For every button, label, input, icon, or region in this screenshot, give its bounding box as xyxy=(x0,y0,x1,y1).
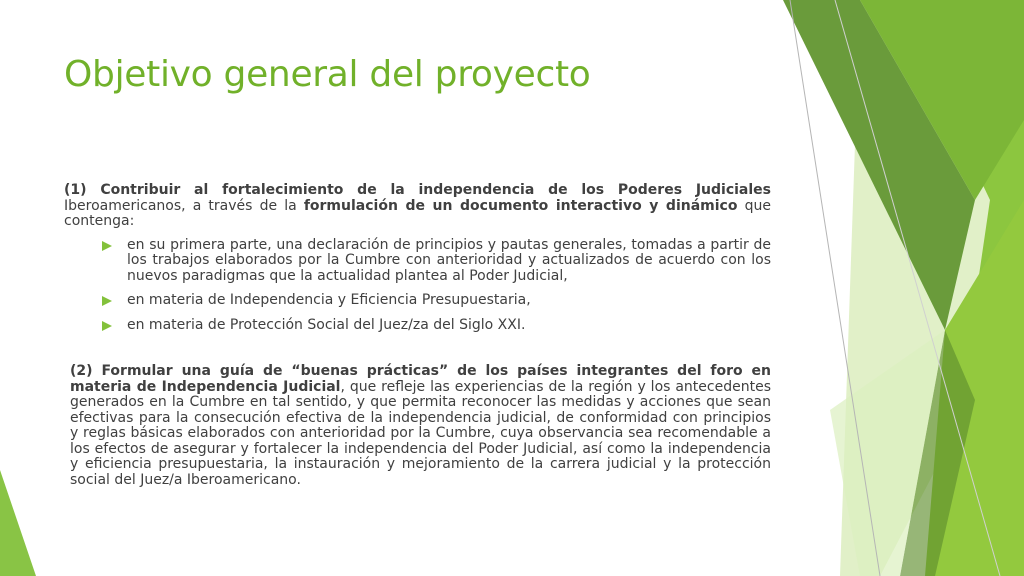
slide-title: Objetivo general del proyecto xyxy=(64,54,591,95)
bullet-arrow-icon xyxy=(102,321,112,331)
paragraph-1-tail: que contenga: xyxy=(64,197,771,229)
bullet-text: en materia de Independencia y Eficiencia Presupuestaria, xyxy=(127,292,531,308)
paragraph-2 xyxy=(70,364,771,488)
list-item xyxy=(102,238,771,285)
list-item xyxy=(102,318,771,334)
bullet-text: en su primera parte, una declaración de principios y pautas generales, tomadas a partir de los trabajos elaborados por la Cumbre con anterioridad y actualizados de acuerdo con los nuevos paradigmas que la actualidad plantea al Poder Judicial, xyxy=(127,236,771,284)
paragraph-1-text: Iberoamericanos, a través de la xyxy=(64,197,304,214)
slide-content xyxy=(64,183,771,488)
paragraph-1-bold-formulacion: formulación de un documento interactivo y dinámico xyxy=(303,197,738,214)
bullet-arrow-icon xyxy=(102,296,112,306)
paragraph-2-bold: (2) Formular una guía de “buenas prácticas” de los países integrantes del foro en materia de Independencia Judicial xyxy=(70,363,771,395)
paragraph-1-bold-intro: (1) Contribuir al fortalecimiento de la independencia de los Poderes Judiciales xyxy=(64,182,771,198)
list-item xyxy=(102,293,771,309)
bullet-text: en materia de Protección Social del Juez/za del Siglo XXI. xyxy=(127,316,526,333)
left-corner-shape xyxy=(0,470,36,576)
paragraph-2-text: , que refleje las experiencias de la región y los antecedentes generados en la Cumbre en tal sentido, y que permita reconocer las medidas y acciones que sean efectivas para la consecución efectiva de la independencia judicial, de conformidad con principios y reglas básicas elaborados con anterioridad por la Cumbre, cuya observancia sea recomendable a los efectos de asegurar y fortalecer la independencia del Poder Judicial, así como la independencia y eficiencia presupuestaria, la instauración y mejoramiento de la carrera judicial y la protección social del Juez/a Iberoamericano. xyxy=(70,378,771,488)
paragraph-1 xyxy=(64,183,771,230)
bullet-list xyxy=(64,238,771,334)
bullet-arrow-icon xyxy=(102,241,112,251)
